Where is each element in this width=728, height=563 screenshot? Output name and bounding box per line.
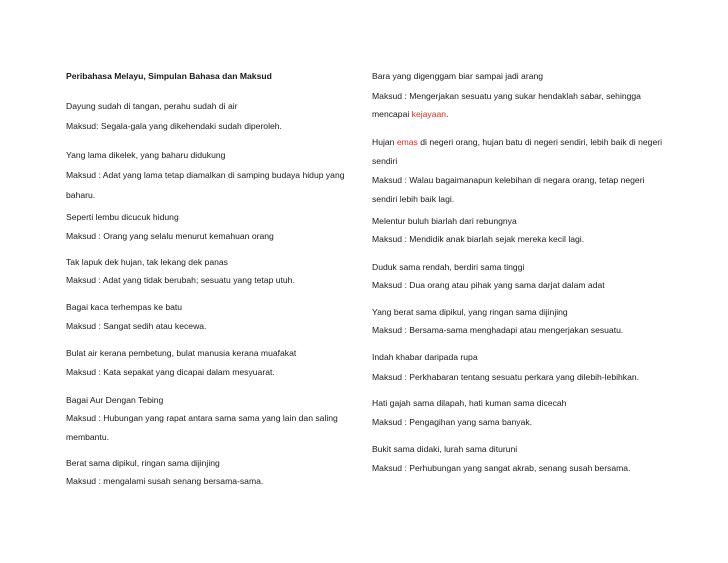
meaning-text: Maksud : Perhubungan yang sangat akrab, senang susah bersama. bbox=[372, 463, 631, 473]
meaning-text: Maksud : Adat yang lama tetap diamalkan di samping budaya hidup yang bbox=[66, 170, 345, 180]
meaning-text: Maksud : Adat yang tidak berubah; sesuatu yang tetap utuh. bbox=[66, 275, 295, 285]
proverb-text-part: Hujan bbox=[372, 137, 397, 147]
meaning-text: Maksud : Bersama-sama menghadapi atau mengerjakan sesuatu. bbox=[372, 325, 624, 335]
meaning-text-part: . bbox=[446, 109, 449, 119]
document-title: Peribahasa Melayu, Simpulan Bahasa dan Maksud bbox=[66, 71, 272, 81]
highlighted-word: kejayaan bbox=[411, 109, 447, 119]
proverb-text: Yang lama dikelek, yang baharu didukung bbox=[66, 150, 226, 160]
meaning-text: Maksud : Perkhabaran tentang sesuatu perkara yang dilebih-lebihkan. bbox=[372, 372, 640, 382]
meaning-text: Maksud : mengalami susah senang bersama-sama. bbox=[66, 476, 264, 486]
meaning-text: Maksud : Walau bagaimanapun kelebihan di negara orang, tetap negeri bbox=[372, 175, 645, 185]
proverb-text: Bulat air kerana pembetung, bulat manusia kerana muafakat bbox=[66, 348, 297, 358]
meaning-text-cont: baharu. bbox=[66, 190, 96, 200]
proverb-text: Duduk sama rendah, berdiri sama tinggi bbox=[372, 262, 525, 272]
meaning-text: Maksud : Mendidik anak biarlah sejak mereka kecil lagi. bbox=[372, 234, 585, 244]
meaning-text-cont: membantu. bbox=[66, 432, 109, 442]
meaning-text: Maksud : Hubungan yang rapat antara sama sama yang lain dan saling bbox=[66, 413, 338, 423]
meaning-text-part: mencapai bbox=[372, 109, 412, 119]
proverb-text: Seperti lembu dicucuk hidung bbox=[66, 212, 179, 222]
meaning-text: Maksud : Dua orang atau pihak yang sama darjat dalam adat bbox=[372, 280, 605, 290]
proverb-text-cont: sendiri bbox=[372, 156, 398, 166]
meaning-text-cont bbox=[372, 109, 448, 120]
proverb-text: Indah khabar daripada rupa bbox=[372, 352, 478, 362]
meaning-text-cont: sendiri lebih baik lagi. bbox=[372, 194, 455, 204]
meaning-text: Maksud : Sangat sedih atau kecewa. bbox=[66, 321, 207, 331]
proverb-text: Berat sama dipikul, ringan sama dijinjing bbox=[66, 458, 220, 468]
meaning-text: Maksud : Pengagihan yang sama banyak. bbox=[372, 417, 533, 427]
proverb-text: Tak lapuk dek hujan, tak lekang dek panas bbox=[66, 257, 228, 267]
meaning-text: Maksud: Segala-gala yang dikehendaki sudah diperoleh. bbox=[66, 121, 282, 131]
meaning-text: Maksud : Orang yang selalu menurut kemahuan orang bbox=[66, 231, 274, 241]
proverb-text: Bara yang digenggam biar sampai jadi arang bbox=[372, 71, 544, 81]
proverb-text: Bukit sama didaki, lurah sama dituruni bbox=[372, 444, 518, 454]
meaning-text: Maksud : Mengerjakan sesuatu yang sukar hendaklah sabar, sehingga bbox=[372, 91, 641, 101]
proverb-text: Dayung sudah di tangan, perahu sudah di air bbox=[66, 101, 238, 111]
proverb-text-part: di negeri orang, hujan batu di negeri sendiri, lebih baik di negeri bbox=[417, 137, 662, 147]
proverb-text: Hati gajah sama dilapah, hati kuman sama dicecah bbox=[372, 398, 567, 408]
proverb-text: Bagai Aur Dengan Tebing bbox=[66, 395, 164, 405]
proverb-text bbox=[372, 137, 662, 148]
highlighted-word: emas bbox=[396, 137, 418, 147]
proverb-text: Bagai kaca terhempas ke batu bbox=[66, 302, 183, 312]
meaning-text: Maksud : Kata sepakat yang dicapai dalam mesyuarat. bbox=[66, 367, 275, 377]
proverb-text: Yang berat sama dipikul, yang ringan sama dijinjing bbox=[372, 307, 568, 317]
proverb-text: Melentur buluh biarlah dari rebungnya bbox=[372, 216, 517, 226]
